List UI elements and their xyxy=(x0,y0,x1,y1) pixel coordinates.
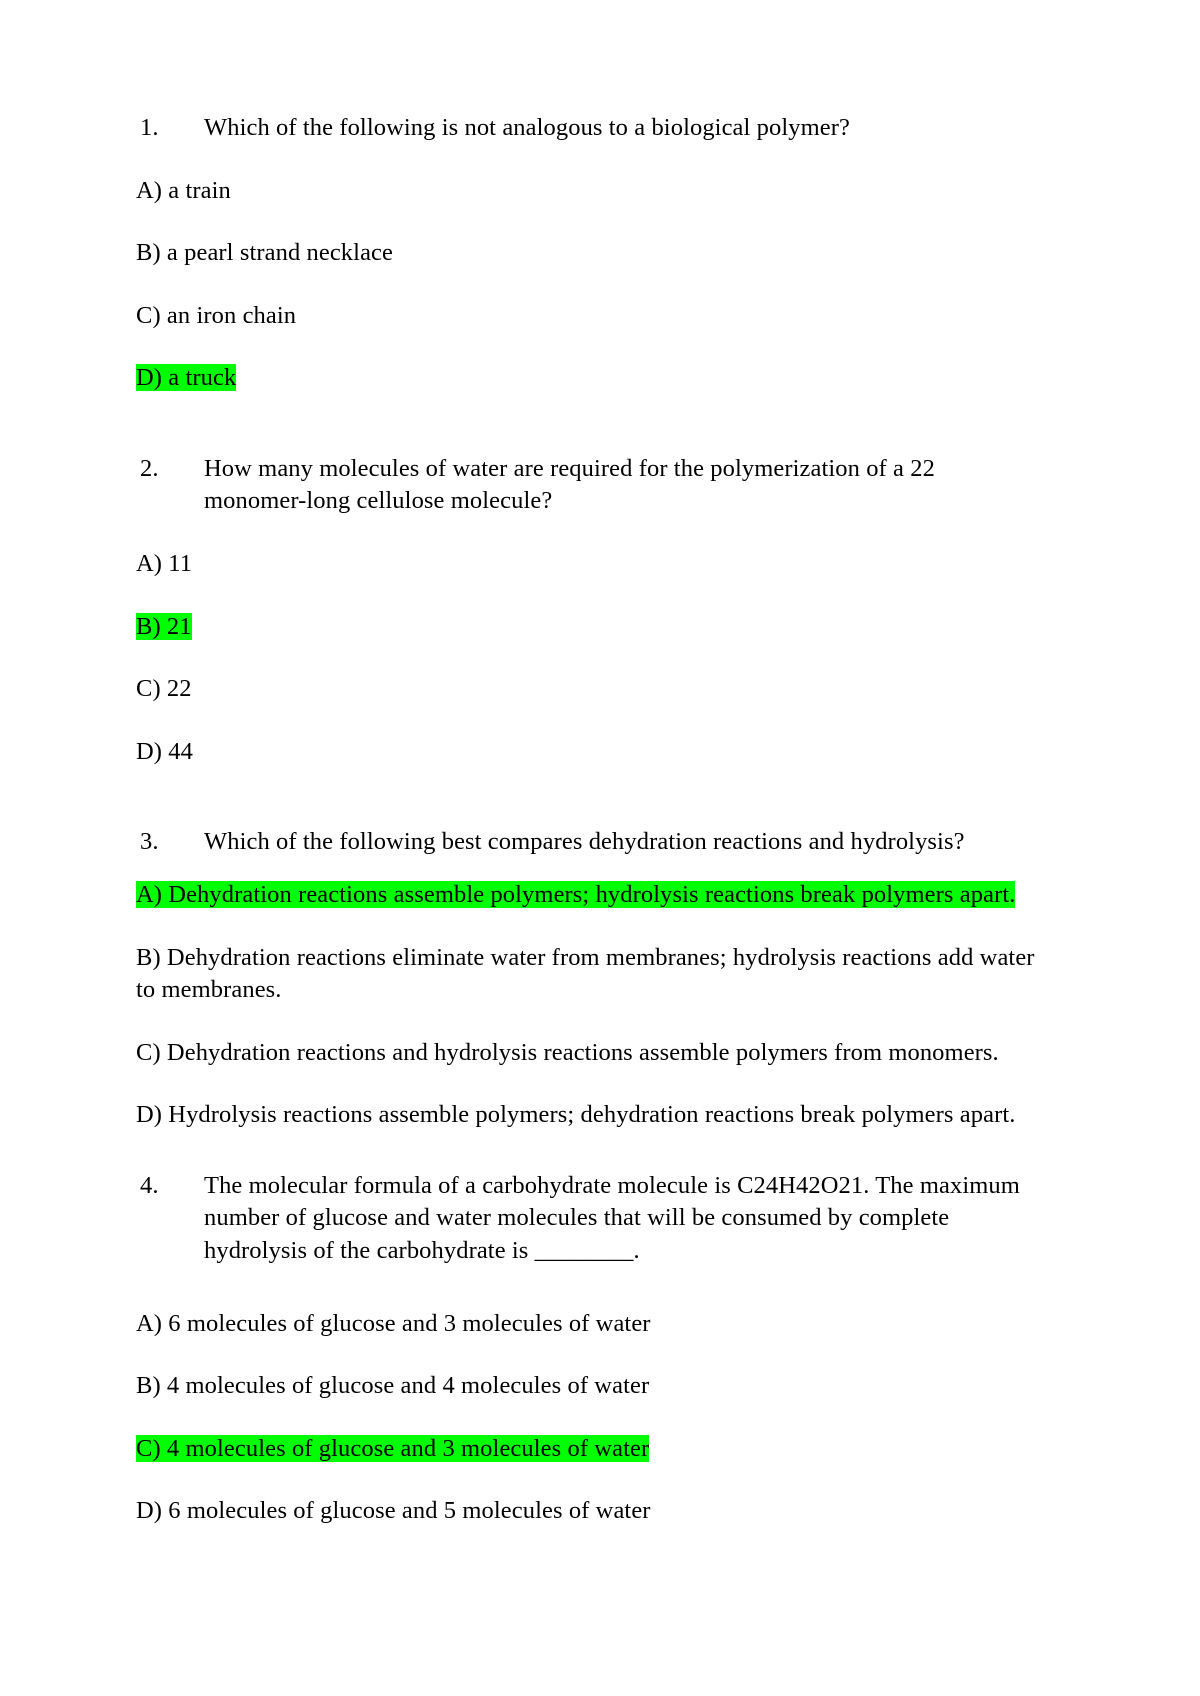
question-block-3 xyxy=(136,826,1040,1131)
option-text-highlighted: B) 21 xyxy=(136,612,192,640)
option-text-highlighted: C) 4 molecules of glucose and 3 molecules of water xyxy=(136,1434,650,1462)
option-text: C) Dehydration reactions and hydrolysis reactions assemble polymers from monomers. xyxy=(136,1038,999,1066)
question-4-option-b[interactable] xyxy=(136,1370,1040,1403)
question-2-text: How many molecules of water are required for the polymerization of a 22 monomer-long cellulose molecule? xyxy=(204,454,935,515)
question-1-option-d[interactable] xyxy=(136,362,1040,395)
question-3-option-c[interactable] xyxy=(136,1037,1040,1070)
question-4-option-a[interactable] xyxy=(136,1308,1040,1341)
question-3-option-b[interactable] xyxy=(136,942,1040,1007)
question-3-prompt xyxy=(136,826,1040,859)
option-text: B) 4 molecules of glucose and 4 molecules of water xyxy=(136,1372,650,1400)
option-text: A) 11 xyxy=(136,550,193,578)
question-1-option-b[interactable] xyxy=(136,237,1040,270)
option-text: C) 22 xyxy=(136,675,192,703)
option-text: B) Dehydration reactions eliminate water from membranes; hydrolysis reactions add water to membranes. xyxy=(136,943,1035,1004)
prompt-spacer xyxy=(136,1288,1040,1308)
block-spacer xyxy=(136,395,1040,453)
question-2-option-d[interactable] xyxy=(136,736,1040,769)
question-1-option-a[interactable] xyxy=(136,175,1040,208)
question-4-number: 4. xyxy=(140,1171,159,1199)
question-2-option-a[interactable] xyxy=(136,548,1040,581)
question-2-prompt xyxy=(136,453,1040,518)
question-block-4 xyxy=(136,1170,1040,1528)
option-text: D) 6 molecules of glucose and 5 molecules of water xyxy=(136,1497,651,1525)
option-text-highlighted: D) a truck xyxy=(136,364,237,392)
block-spacer xyxy=(136,1132,1040,1170)
question-1-option-c[interactable] xyxy=(136,300,1040,333)
question-1-text: Which of the following is not analogous to a biological polymer? xyxy=(204,114,850,141)
question-block-1 xyxy=(136,112,1040,395)
option-text: A) a train xyxy=(136,176,231,204)
question-2-number: 2. xyxy=(140,454,159,482)
option-text: D) 44 xyxy=(136,737,193,765)
question-2-option-c[interactable] xyxy=(136,673,1040,706)
question-4-option-c[interactable] xyxy=(136,1433,1040,1466)
question-4-prompt xyxy=(136,1170,1040,1268)
question-4-option-d[interactable] xyxy=(136,1495,1040,1528)
question-3-option-d[interactable] xyxy=(136,1099,1040,1132)
question-block-2 xyxy=(136,453,1040,768)
option-text: C) an iron chain xyxy=(136,301,297,329)
question-1-number: 1. xyxy=(140,114,159,141)
question-3-option-a[interactable] xyxy=(136,879,1040,912)
option-text-highlighted: A) Dehydration reactions assemble polymers; hydrolysis reactions break polymers apart. xyxy=(136,880,1016,908)
question-3-text: Which of the following best compares dehydration reactions and hydrolysis? xyxy=(204,828,965,856)
option-text: A) 6 molecules of glucose and 3 molecules of water xyxy=(136,1309,651,1337)
question-2-option-b[interactable] xyxy=(136,611,1040,644)
question-4-text: The molecular formula of a carbohydrate molecule is C24H42O21. The maximum number of glucose and water molecules that will be consumed by complete hydrolysis of the carbohydrate is ________. xyxy=(204,1171,1020,1264)
question-1-prompt xyxy=(136,112,1040,145)
question-3-number: 3. xyxy=(140,828,159,856)
option-text: B) a pearl strand necklace xyxy=(136,239,393,267)
option-text: D) Hydrolysis reactions assemble polymers; dehydration reactions break polymers apart. xyxy=(136,1101,1016,1129)
block-spacer xyxy=(136,768,1040,826)
